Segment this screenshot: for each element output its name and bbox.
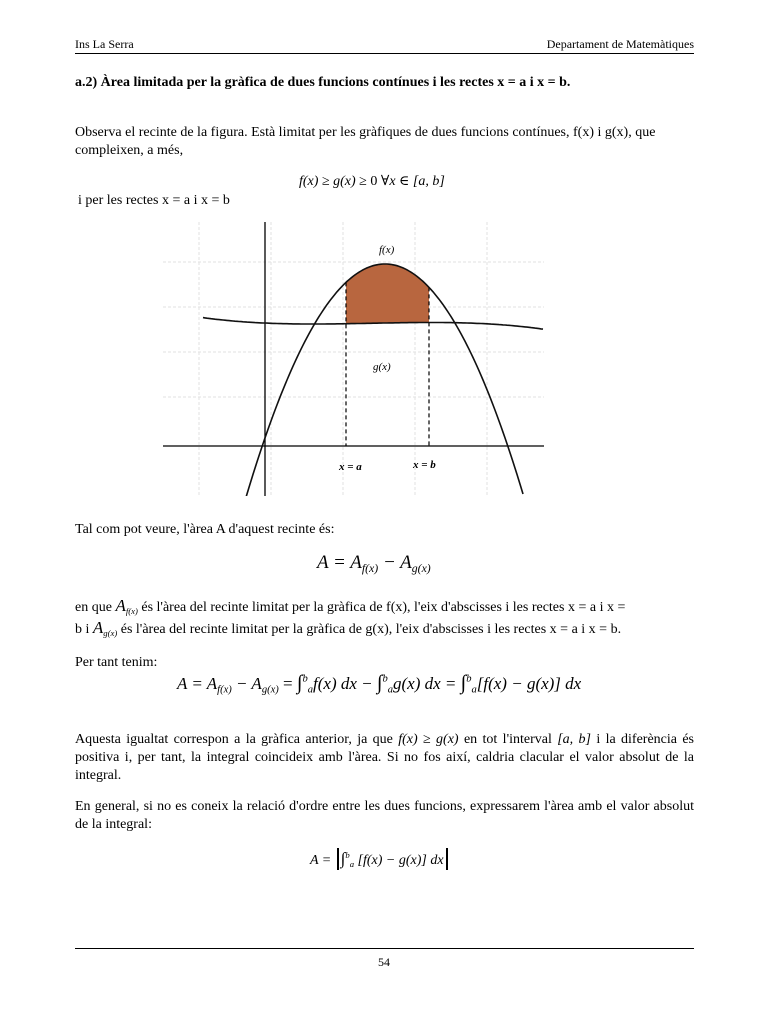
- header-rule: [75, 53, 694, 54]
- page-number: 54: [378, 955, 390, 969]
- header-right: Departament de Matemàtiques: [546, 37, 694, 51]
- lines-paragraph: i per les rectes x = a i x = b: [78, 193, 230, 208]
- equation-area: $A = A_{f(x)} - A_{g(x)}$: [317, 552, 431, 576]
- label-f: f(x): [379, 244, 395, 256]
- header-left: Ins La Serra: [75, 37, 134, 51]
- area-intro: Tal com pot veure, l'àrea A d'aquest recinte és:: [75, 522, 335, 537]
- equation-integral: $A = A_{f(x)} - A_{g(x)} = \int^b_af(x)$ dx − ∫$^b_a$g(x) dx = ∫$^b_a$[f(x) − g(x)] dx: [177, 672, 582, 696]
- where-paragraph: en que $A_{f(x)}$ és l'àrea del recinte limitat per la gràfica de f(x), l'eix d'abscisses i les rectes x = a i x = b i $A_{g(x)}$ és l'àrea del recinte limitat per la gràfica de g(x), l'eix d'abscisses i les rectes x = a i x = b.: [75, 596, 626, 639]
- condition-formula: f(x) ≥ g(x) ≥ 0 ∀x ∈ [a, b]: [299, 174, 445, 189]
- label-g: g(x): [373, 361, 391, 373]
- area-figure: [163, 222, 544, 496]
- grid: [163, 222, 544, 496]
- footer-rule: [75, 948, 694, 949]
- section-title: a.2) Àrea limitada per la gràfica de dues funcions contínues i les rectes x = a i x = b.: [75, 75, 571, 90]
- general-paragraph: En general, si no es coneix la relació d'ordre entre les dues funcions, expressarem l'àrea amb el valor absolut de la integral:: [75, 799, 694, 832]
- intro-paragraph: Observa el recinte de la figura. Està limitat per les gràfiques de dues funcions contínues, f(x) i g(x), que compleixen, a més,: [75, 125, 656, 158]
- label-xa: x = a: [339, 461, 362, 473]
- label-xb: x = b: [413, 459, 436, 471]
- equality-paragraph: Aquesta igualtat correspon a la gràfica anterior, ja que f(x) ≥ g(x) en tot l'interval [a, b] i la diferència és positiva i, per tant, la integral coincideix amb l'àrea. Si no fos així, caldria clacular el valor absolut de la integral.: [75, 732, 695, 783]
- tenim-text: Per tant tenim:: [75, 655, 158, 670]
- equation-absolute: A = ∫$^b_a$ [f(x) − g(x)] dx: [310, 848, 450, 870]
